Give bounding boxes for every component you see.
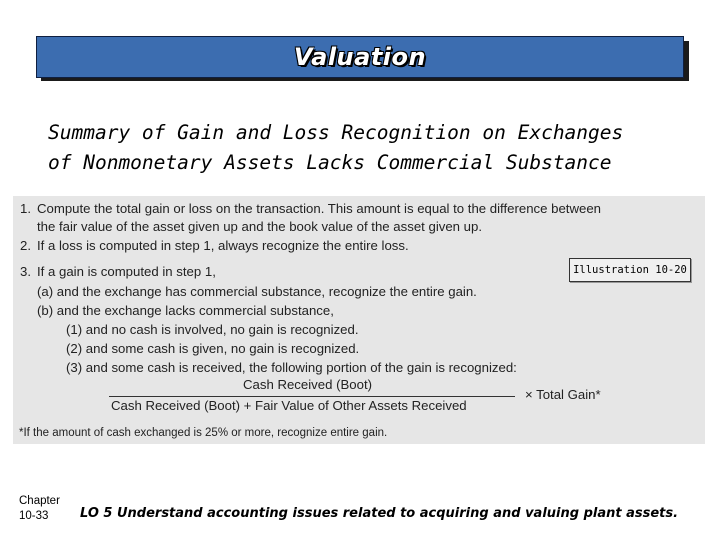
list-item: If a loss is computed in step 1, always recognize the entire loss. xyxy=(37,238,409,253)
formula-numerator: Cash Received (Boot) xyxy=(243,377,373,392)
list-item: (2) and some cash is given, no gain is recognized. xyxy=(66,341,360,356)
formula-divider xyxy=(109,396,515,397)
list-item: (a) and the exchange has commercial substance, recognize the entire gain. xyxy=(37,284,477,299)
subtitle-line-1: Summary of Gain and Loss Recognition on Exchanges xyxy=(48,121,624,144)
illustration-label: Illustration 10-20 xyxy=(569,258,691,282)
list-item: (b) and the exchange lacks commercial substance, xyxy=(37,303,334,318)
list-item-number: 3. xyxy=(20,264,31,279)
formula-multiplier: × Total Gain* xyxy=(525,387,601,402)
list-item: (3) and some cash is received, the following portion of the gain is recognized: xyxy=(66,360,517,375)
subtitle xyxy=(48,118,688,178)
summary-panel xyxy=(13,196,705,444)
list-item-number: 1. xyxy=(20,201,31,216)
list-item-number: 2. xyxy=(20,238,31,253)
chapter-info xyxy=(19,494,60,524)
list-item: Compute the total gain or loss on the transaction. This amount is equal to the difference between xyxy=(37,201,601,216)
formula-denominator: Cash Received (Boot) + Fair Value of Other Assets Received xyxy=(111,398,467,413)
chapter-label: Chapter xyxy=(19,495,60,507)
page-title: Valuation xyxy=(293,43,427,71)
title-bar xyxy=(36,36,684,78)
list-item: If a gain is computed in step 1, xyxy=(37,264,216,279)
list-item: the fair value of the asset given up and the book value of the asset given up. xyxy=(37,219,483,234)
list-item: (1) and no cash is involved, no gain is recognized. xyxy=(66,322,359,337)
footnote: *If the amount of cash exchanged is 25% or more, recognize entire gain. xyxy=(19,427,388,439)
learning-objective: LO 5 Understand accounting issues related to acquiring and valuing plant assets. xyxy=(80,506,679,521)
subtitle-line-2: of Nonmonetary Assets Lacks Commercial Substance xyxy=(48,151,612,174)
chapter-page: 10-33 xyxy=(19,510,49,522)
